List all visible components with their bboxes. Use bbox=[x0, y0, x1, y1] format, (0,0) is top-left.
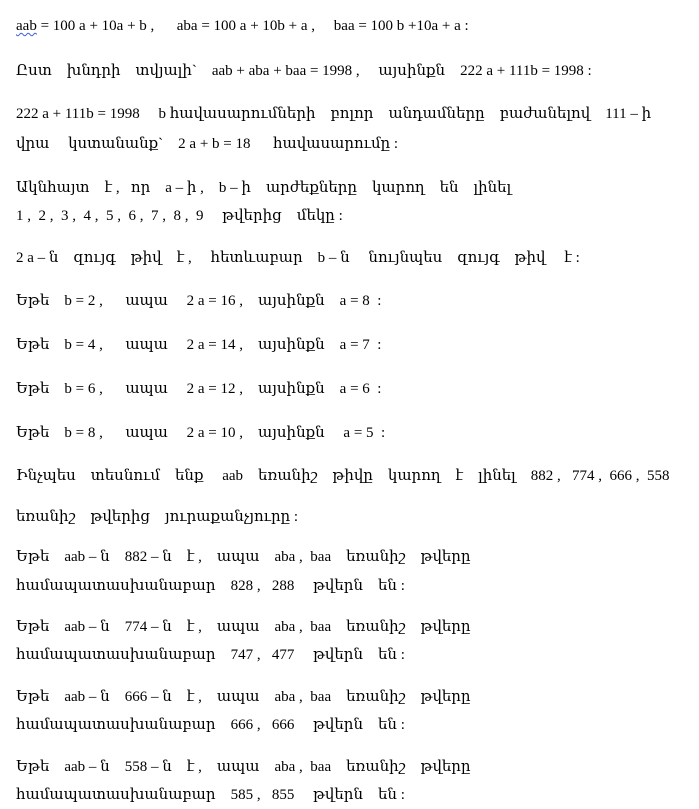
paragraph-line: վրա կստանանք` 2 a + b = 18 հավասարումը : bbox=[16, 136, 399, 152]
case-line: Եթե b = 8 , ապա 2 a = 10 , այսինքն a = 5 : bbox=[16, 425, 386, 441]
case-line: Եթե b = 2 , ապա 2 a = 16 , այսինքն a = 8 : bbox=[16, 293, 382, 309]
case-line: Եթե aab – ն 882 – ն է , ապա aba , baa եռանիշ թվերը bbox=[16, 549, 471, 565]
case-line: Եթե aab – ն 774 – ն է , ապա aba , baa եռանիշ թվերը bbox=[16, 619, 471, 635]
paragraph-line: 2 a – ն զույգ թիվ է , հետևաբար b – ն նույնպես զույգ թիվ է : bbox=[16, 250, 580, 266]
equations-line bbox=[16, 16, 469, 36]
case-line: համապատասխանաբար 747 , 477 թվերն են : bbox=[16, 647, 405, 663]
paragraph-line: 1 , 2 , 3 , 4 , 5 , 6 , 7 , 8 , 9 թվերից մեկը : bbox=[16, 208, 343, 224]
case-line: համապատասխանաբար 585 , 855 թվերն են : bbox=[16, 787, 405, 803]
case-line: Եթե b = 6 , ապա 2 a = 12 , այսինքն a = 6 : bbox=[16, 381, 382, 397]
paragraph-line: Ակնհայտ է , որ a – ի , b – ի արժեքները կարող են լինել bbox=[16, 180, 512, 196]
case-line: Եթե aab – ն 558 – ն է , ապա aba , baa եռանիշ թվերը bbox=[16, 759, 471, 775]
paragraph-line: Ինչպես տեսնում ենք aab եռանիշ թիվը կարող է լինել 882 , 774 , 666 , 558 bbox=[16, 468, 670, 484]
paragraph-line: 222 a + 111b = 1998 b հավասարումների բոլոր անդամները բաժանելով 111 – ի bbox=[16, 106, 652, 122]
case-line: Եթե b = 4 , ապա 2 a = 14 , այսինքն a = 7 : bbox=[16, 337, 382, 353]
case-line: Եթե aab – ն 666 – ն է , ապա aba , baa եռանիշ թվերը bbox=[16, 689, 471, 705]
line-text: = 100 a + 10a + b , aba = 100 a + 10b + a , baa = 100 b +10a + a : bbox=[36, 18, 469, 34]
paragraph-line: եռանիշ թվերից յուրաքանչյուրը : bbox=[16, 509, 299, 525]
case-line: համապատասխանաբար 666 , 666 թվերն են : bbox=[16, 717, 405, 733]
paragraph-line: Ըստ խնդրի տվյալի` aab + aba + baa = 1998 , այսինքն 222 a + 111b = 1998 : bbox=[16, 63, 592, 79]
case-line: համապատասխանաբար 828 , 288 թվերն են : bbox=[16, 578, 405, 594]
spellcheck-word[interactable]: aab bbox=[16, 18, 37, 34]
